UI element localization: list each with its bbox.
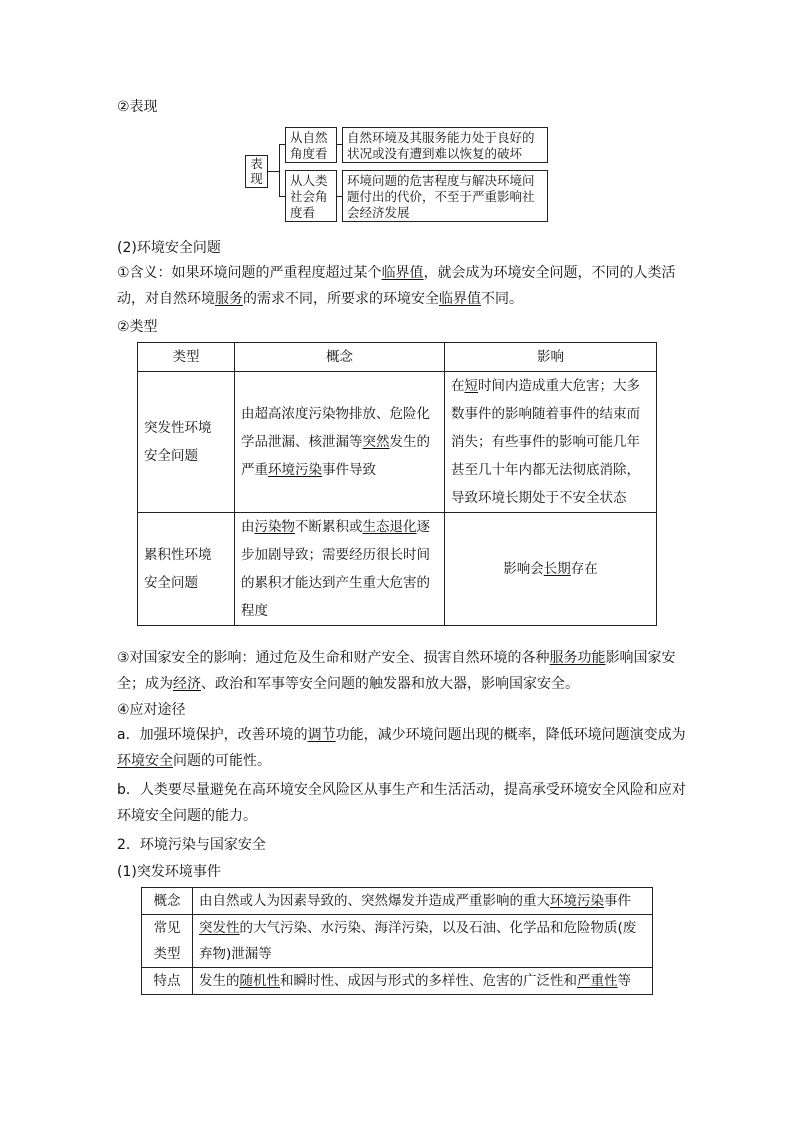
- header-effect: 影响: [445, 343, 657, 372]
- row-label-types: 常见 类型: [142, 915, 193, 968]
- header-concept: 概念: [235, 343, 445, 372]
- meaning-paragraph: ①含义：如果环境问题的严重程度超过某个临界值，就会成为环境安全问题，不同的人类活 动，对自然环境服务的需求不同，所要求的环境安全临界值不同。: [117, 265, 676, 307]
- types-heading: ②类型: [117, 319, 158, 335]
- row-value-types: 突发性的大气污染、水污染、海洋污染，以及石油、化学品和危险物质(废 弃物)泄漏等: [193, 915, 653, 968]
- response-a: a．加强环境保护，改善环境的调节功能，减少环境问题出现的概率，降低环境问题演变成为 环境安全问题的可能性。: [117, 727, 686, 769]
- national-security-paragraph: ③对国家安全的影响：通过危及生命和财产安全、损害自然环境的各种服务功能影响国家安 全；成为经济、政治和军事等安全问题的触发器和放大器，影响国家安全。: [117, 650, 676, 692]
- header-type: 类型: [138, 343, 235, 372]
- section-2-title: 2．环境污染与国家安全: [117, 837, 266, 853]
- section-title-env-security: (2)环境安全问题: [117, 240, 221, 256]
- type-cumulative: 累积性环境 安全问题: [138, 513, 235, 626]
- response-heading: ④应对途径: [117, 702, 186, 718]
- branch-society-text: 环境问题的危害程度与解决环境问 题付出的代价，不至于严重影响社 会经济发展: [342, 170, 548, 222]
- concept-sudden: 由超高浓度污染物排放、危险化 学品泄漏、核泄漏等突然发生的 严重环境污染事件导致: [235, 372, 445, 513]
- types-table: [137, 342, 657, 626]
- type-sudden: 突发性环境 安全问题: [138, 372, 235, 513]
- sudden-events-title: (1)突发环境事件: [117, 864, 221, 880]
- branch-society-label: 从人类 社会角 度看: [285, 170, 337, 222]
- row-label-concept: 概念: [142, 888, 193, 915]
- connector: [279, 144, 280, 196]
- row-value-features: 发生的随机性和瞬时性、成因与形式的多样性、危害的广泛性和严重性等: [193, 968, 653, 995]
- heading-biaoxian: ②表现: [117, 99, 158, 115]
- concept-cumulative: 由污染物不断累积或生态退化逐 步加剧导致；需要经历很长时间 的累积才能达到产生重大危害的 程度: [235, 513, 445, 626]
- connector: [268, 171, 279, 172]
- branch-nature-text: 自然环境及其服务能力处于良好的 状况或没有遭到难以恢复的破坏: [342, 127, 548, 163]
- response-b: b．人类要尽量避免在高环境安全风险区从事生产和生活活动，提高承受环境安全风险和应对 环境安全问题的能力。: [117, 782, 686, 824]
- effect-cumulative: 影响会长期存在: [445, 513, 657, 626]
- sudden-events-table: [141, 887, 653, 995]
- effect-sudden: 在短时间内造成重大危害；大多 数事件的影响随着事件的结束而 消失；有些事件的影响可能几年 甚至几十年内都无法彻底消除， 导致环境长期处于不安全状态: [445, 372, 657, 513]
- mindmap-root: 表 现: [245, 155, 268, 188]
- row-value-concept: 由自然或人为因素导致的、突然爆发并造成严重影响的重大环境污染事件: [193, 888, 653, 915]
- branch-nature-label: 从自然 角度看: [285, 127, 337, 163]
- row-label-features: 特点: [142, 968, 193, 995]
